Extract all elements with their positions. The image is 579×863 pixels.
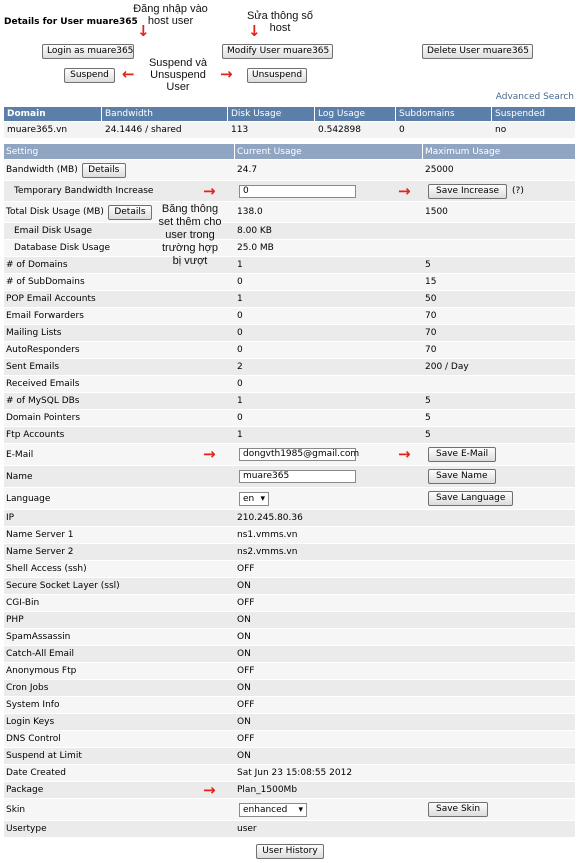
maximum-usage-cell: [423, 799, 575, 820]
current-usage-cell: [235, 510, 422, 526]
unsuspend-button[interactable]: Unsuspend: [247, 68, 307, 83]
current-usage-cell: [235, 257, 422, 273]
current-usage-value: ON: [237, 632, 251, 642]
maximum-usage-cell: [423, 595, 575, 611]
settings-row: [4, 274, 575, 290]
arrow-right-icon: →: [203, 780, 216, 799]
maximum-usage-cell: [423, 410, 575, 426]
current-usage-value: ON: [237, 615, 251, 625]
current-usage-value: ON: [237, 581, 251, 591]
page-title: Details for User muare365: [4, 17, 138, 27]
current-usage-cell: [235, 680, 422, 696]
maximum-usage-value: 5: [425, 413, 431, 423]
arrow-down-icon: ↓: [248, 22, 261, 40]
arrow-left-icon: ←: [122, 65, 135, 83]
suspend-annotation: Suspend và Unsuspend User: [148, 57, 208, 93]
setting-label-text: Name Server 2: [6, 547, 74, 557]
setting-label-text: IP: [6, 513, 15, 523]
setting-label-text: Language: [6, 493, 51, 504]
setting-label-text: Domain Pointers: [6, 413, 81, 423]
settings-row: [4, 359, 575, 375]
setting-label: [4, 308, 234, 324]
setting-label-text: Name: [6, 471, 33, 482]
setting-label-text: POP Email Accounts: [6, 294, 96, 304]
maximum-usage-value: 50: [425, 294, 437, 304]
maximum-usage-cell: [423, 342, 575, 358]
current-usage-cell: [235, 291, 422, 307]
maximum-usage-cell: [423, 291, 575, 307]
maximum-usage-cell: [423, 325, 575, 341]
current-usage-value: ns2.vmms.vn: [237, 547, 298, 557]
current-usage-cell: [235, 181, 422, 201]
chevron-down-icon: ▾: [298, 804, 303, 815]
current-usage-cell: [235, 527, 422, 543]
current-usage-cell: [235, 444, 422, 465]
modify-annotation: Sửa thông số host: [246, 10, 314, 34]
setting-label-text: Database Disk Usage: [14, 243, 111, 253]
maximum-usage-cell: [423, 160, 575, 180]
setting-label: [4, 181, 234, 201]
maximum-usage-cell: [423, 544, 575, 560]
current-usage-cell: [235, 714, 422, 730]
settings-header-setting: Setting: [4, 144, 234, 159]
maximum-usage-value: 70: [425, 328, 437, 338]
maximum-usage-cell: [423, 697, 575, 713]
current-usage-cell: [235, 202, 422, 222]
settings-row: [4, 612, 575, 628]
current-usage-cell: [235, 629, 422, 645]
skin-select[interactable]: [239, 803, 307, 817]
setting-label-text: Suspend at Limit: [6, 751, 82, 761]
setting-label: [4, 646, 234, 662]
setting-label: [4, 782, 234, 798]
current-usage-value: 0: [237, 345, 243, 355]
setting-label: [4, 748, 234, 764]
current-usage-cell: [235, 646, 422, 662]
setting-label-text: # of MySQL DBs: [6, 396, 80, 406]
current-usage-value: 8.00 KB: [237, 226, 272, 236]
maximum-usage-cell: [423, 427, 575, 443]
maximum-usage-cell: [423, 488, 575, 509]
current-usage-value: user: [237, 824, 257, 834]
current-usage-cell: [235, 160, 422, 180]
current-usage-value: OFF: [237, 666, 255, 676]
current-usage-cell: [235, 799, 422, 820]
language-select[interactable]: [239, 492, 269, 506]
usage-header-subdomains: Subdomains: [396, 107, 491, 121]
arrow-right-icon: →: [203, 181, 216, 200]
setting-label-text: Cron Jobs: [6, 683, 49, 693]
maximum-usage-cell: [423, 646, 575, 662]
setting-label-text: Catch-All Email: [6, 649, 75, 659]
setting-label-text: Anonymous Ftp: [6, 666, 77, 676]
setting-label-text: Email Forwarders: [6, 311, 84, 321]
current-usage-value: 1: [237, 260, 243, 270]
settings-row: [4, 799, 575, 820]
user-history-button[interactable]: User History: [256, 844, 324, 859]
current-usage-value: OFF: [237, 564, 255, 574]
maximum-usage-cell: [423, 308, 575, 324]
setting-label: [4, 799, 234, 820]
settings-row: [4, 223, 575, 239]
maximum-usage-value: 70: [425, 345, 437, 355]
current-usage-value: ns1.vmms.vn: [237, 530, 298, 540]
maximum-usage-cell: [423, 782, 575, 798]
setting-label-text: Shell Access (ssh): [6, 564, 87, 574]
settings-row: [4, 731, 575, 747]
setting-label: [4, 680, 234, 696]
setting-label-text: CGI-Bin: [6, 598, 40, 608]
setting-label: [4, 410, 234, 426]
setting-label: [4, 342, 234, 358]
maximum-usage-cell: [423, 629, 575, 645]
settings-row: [4, 561, 575, 577]
current-usage-cell: [235, 595, 422, 611]
settings-row: [4, 646, 575, 662]
settings-row: [4, 680, 575, 696]
usage-row: [4, 122, 575, 138]
current-usage-cell: [235, 308, 422, 324]
save-button[interactable]: Save Increase: [428, 184, 507, 199]
setting-label: [4, 510, 234, 526]
settings-row: [4, 181, 575, 201]
arrow-right-icon: →: [220, 65, 233, 83]
details-button[interactable]: Details: [108, 205, 152, 220]
settings-row: [4, 410, 575, 426]
setting-label-text: PHP: [6, 615, 24, 625]
current-usage-cell: [235, 697, 422, 713]
modify-user-button[interactable]: Modify User muare365: [222, 44, 333, 59]
setting-label: [4, 731, 234, 747]
usage-header-disk: Disk Usage: [228, 107, 314, 121]
setting-label: [4, 765, 234, 781]
current-usage-cell: [235, 663, 422, 679]
settings-row: [4, 342, 575, 358]
setting-label-text: AutoResponders: [6, 345, 80, 355]
setting-label: [4, 663, 234, 679]
save-button[interactable]: Save Name: [428, 469, 496, 484]
current-usage-value: 1: [237, 430, 243, 440]
setting-label-text: Date Created: [6, 768, 66, 778]
current-usage-value: ON: [237, 717, 251, 727]
setting-label-text: Received Emails: [6, 379, 80, 389]
current-usage-cell: [235, 274, 422, 290]
settings-row: [4, 765, 575, 781]
settings-row: [4, 427, 575, 443]
setting-label: [4, 427, 234, 443]
current-usage-cell: [235, 782, 422, 798]
current-usage-value: OFF: [237, 700, 255, 710]
settings-row: [4, 160, 575, 180]
maximum-usage-value: 200 / Day: [425, 362, 469, 372]
maximum-usage-cell: [423, 612, 575, 628]
current-usage-value: 1: [237, 396, 243, 406]
setting-label-text: System Info: [6, 700, 60, 710]
settings-row: [4, 821, 575, 837]
settings-row: [4, 595, 575, 611]
settings-row: [4, 544, 575, 560]
setting-label: [4, 488, 234, 509]
setting-label: [4, 561, 234, 577]
maximum-usage-cell: [423, 223, 575, 239]
setting-label: [4, 274, 234, 290]
maximum-usage-cell: [423, 561, 575, 577]
setting-label-text: Name Server 1: [6, 530, 74, 540]
maximum-usage-cell: [423, 748, 575, 764]
arrow-down-icon: ↓: [137, 22, 150, 40]
maximum-usage-cell: [423, 714, 575, 730]
settings-row: [4, 393, 575, 409]
setting-label-text: Total Disk Usage (MB): [6, 207, 104, 217]
arrow-right-icon: →: [398, 181, 411, 200]
current-usage-cell: [235, 427, 422, 443]
maximum-usage-cell: [423, 466, 575, 487]
setting-label: [4, 821, 234, 837]
settings-header-current: Current Usage: [235, 144, 422, 159]
setting-label-text: Temporary Bandwidth Increase: [14, 186, 154, 196]
maximum-usage-cell: [423, 731, 575, 747]
maximum-usage-cell: [423, 257, 575, 273]
maximum-usage-cell: [423, 821, 575, 837]
setting-label: [4, 544, 234, 560]
current-usage-value: ON: [237, 649, 251, 659]
save-button[interactable]: Save Language: [428, 491, 513, 506]
usage-subdomains: 0: [399, 125, 405, 135]
setting-label-text: Ftp Accounts: [6, 430, 65, 440]
current-usage-cell: [235, 393, 422, 409]
maximum-usage-cell: [423, 393, 575, 409]
settings-row: [4, 578, 575, 594]
maximum-usage-value: 1500: [425, 207, 448, 217]
arrow-right-icon: →: [203, 445, 216, 463]
chevron-down-icon: ▾: [260, 493, 265, 504]
maximum-usage-value: 5: [425, 430, 431, 440]
current-usage-value: 0: [237, 413, 243, 423]
maximum-usage-value: 5: [425, 260, 431, 270]
setting-label-text: Secure Socket Layer (ssl): [6, 581, 120, 591]
setting-label-text: # of SubDomains: [6, 277, 85, 287]
current-usage-cell: [235, 342, 422, 358]
usage-header-log: Log Usage: [315, 107, 395, 121]
current-usage-cell: [235, 359, 422, 375]
setting-label: [4, 325, 234, 341]
settings-row: [4, 466, 575, 487]
setting-label-text: Email Disk Usage: [14, 226, 93, 236]
setting-label: [4, 291, 234, 307]
maximum-usage-cell: [423, 359, 575, 375]
current-usage-value: 24.7: [237, 165, 258, 175]
current-usage-cell: [235, 578, 422, 594]
setting-label-text: DNS Control: [6, 734, 61, 744]
setting-label: [4, 466, 234, 487]
suspend-button[interactable]: Suspend: [64, 68, 115, 83]
settings-row: [4, 714, 575, 730]
setting-input[interactable]: 0: [239, 185, 356, 198]
maximum-usage-value: 5: [425, 396, 431, 406]
current-usage-cell: [235, 612, 422, 628]
setting-label-text: SpamAssassin: [6, 632, 71, 642]
save-button[interactable]: Save Skin: [428, 802, 488, 817]
current-usage-cell: [235, 748, 422, 764]
current-usage-cell: [235, 561, 422, 577]
delete-user-button[interactable]: Delete User muare365: [422, 44, 533, 59]
settings-row: [4, 663, 575, 679]
setting-label-text: Login Keys: [6, 717, 55, 727]
maximum-usage-cell: [423, 527, 575, 543]
setting-label-text: Skin: [6, 804, 26, 815]
usage-log: 0.542898: [318, 125, 361, 135]
settings-row: [4, 444, 575, 465]
current-usage-value: Sat Jun 23 15:08:55 2012: [237, 768, 353, 778]
settings-row: [4, 376, 575, 392]
settings-row: [4, 240, 575, 256]
setting-label: [4, 595, 234, 611]
setting-label-text: Usertype: [6, 824, 47, 834]
maximum-usage-cell: [423, 765, 575, 781]
settings-row: [4, 308, 575, 324]
setting-label: [4, 444, 234, 465]
settings-row: [4, 629, 575, 645]
setting-label-text: Sent Emails: [6, 362, 60, 372]
login-annotation: Đăng nhập vào host user: [133, 3, 208, 27]
setting-label: [4, 393, 234, 409]
setting-label: [4, 578, 234, 594]
bandwidth-annotation: Băng thông set thêm cho user trong trường hợp bị vượt: [158, 203, 222, 267]
select-value: enhanced: [243, 804, 288, 815]
setting-label: [4, 612, 234, 628]
maximum-usage-cell: [423, 510, 575, 526]
select-value: en: [243, 493, 255, 504]
current-usage-value: OFF: [237, 598, 255, 608]
usage-domain[interactable]: muare365.vn: [7, 125, 68, 135]
current-usage-value: 210.245.80.36: [237, 513, 303, 523]
current-usage-cell: [235, 821, 422, 837]
login-as-user-button[interactable]: Login as muare365: [42, 44, 134, 59]
usage-disk: 113: [231, 125, 249, 135]
help-link[interactable]: (?): [512, 186, 524, 196]
setting-label: [4, 160, 234, 180]
setting-label-text: Package: [6, 785, 44, 795]
maximum-usage-cell: [423, 680, 575, 696]
settings-row: [4, 748, 575, 764]
maximum-usage-value: 15: [425, 277, 437, 287]
setting-input[interactable]: muare365: [239, 470, 356, 483]
maximum-usage-cell: [423, 578, 575, 594]
current-usage-cell: [235, 240, 422, 256]
advanced-search-link[interactable]: Advanced Search: [495, 92, 574, 102]
current-usage-cell: [235, 765, 422, 781]
current-usage-value: 1: [237, 294, 243, 304]
current-usage-value: 138.0: [237, 207, 263, 217]
maximum-usage-cell: [423, 444, 575, 465]
current-usage-value: 0: [237, 328, 243, 338]
setting-label: [4, 359, 234, 375]
settings-row: [4, 257, 575, 273]
current-usage-cell: [235, 223, 422, 239]
settings-row: [4, 782, 575, 798]
setting-label: [4, 629, 234, 645]
settings-header-max: Maximum Usage: [423, 144, 575, 159]
current-usage-cell: [235, 544, 422, 560]
usage-suspended: no: [495, 125, 507, 135]
maximum-usage-cell: [423, 663, 575, 679]
setting-label: [4, 697, 234, 713]
details-button[interactable]: Details: [82, 163, 126, 178]
settings-row: [4, 527, 575, 543]
current-usage-value: ON: [237, 751, 251, 761]
save-button[interactable]: Save E-Mail: [428, 447, 496, 462]
usage-bandwidth: 24.1446 / shared: [105, 125, 182, 135]
maximum-usage-value: 25000: [425, 165, 454, 175]
current-usage-cell: [235, 376, 422, 392]
current-usage-value: 2: [237, 362, 243, 372]
maximum-usage-cell: [423, 274, 575, 290]
current-usage-cell: [235, 488, 422, 509]
maximum-usage-cell: [423, 240, 575, 256]
setting-label: [4, 714, 234, 730]
usage-header-domain: Domain: [4, 107, 101, 121]
setting-label: [4, 527, 234, 543]
maximum-usage-cell: [423, 376, 575, 392]
current-usage-cell: [235, 410, 422, 426]
current-usage-value: 0: [237, 277, 243, 287]
settings-row: [4, 697, 575, 713]
maximum-usage-cell: [423, 181, 575, 201]
current-usage-value: OFF: [237, 734, 255, 744]
current-usage-cell: [235, 466, 422, 487]
current-usage-cell: [235, 731, 422, 747]
setting-label-text: # of Domains: [6, 260, 68, 270]
settings-row: [4, 488, 575, 509]
settings-row: [4, 202, 575, 222]
setting-label-text: Mailing Lists: [6, 328, 62, 338]
settings-row: [4, 325, 575, 341]
setting-label-text: Bandwidth (MB): [6, 165, 78, 175]
settings-row: [4, 510, 575, 526]
maximum-usage-cell: [423, 202, 575, 222]
setting-label: [4, 376, 234, 392]
setting-label-text: E-Mail: [6, 449, 34, 460]
usage-header-suspended: Suspended: [492, 107, 575, 121]
current-usage-cell: [235, 325, 422, 341]
setting-input[interactable]: dongvth1985@gmail.com: [239, 448, 356, 461]
settings-header: [4, 144, 575, 159]
current-usage-value: Plan_1500Mb: [237, 785, 298, 795]
current-usage-value: 0: [237, 379, 243, 389]
arrow-right-icon: →: [398, 445, 411, 463]
current-usage-value: ON: [237, 683, 251, 693]
maximum-usage-value: 70: [425, 311, 437, 321]
settings-row: [4, 291, 575, 307]
usage-header-bandwidth: Bandwidth: [102, 107, 227, 121]
current-usage-value: 25.0 MB: [237, 243, 274, 253]
current-usage-value: 0: [237, 311, 243, 321]
